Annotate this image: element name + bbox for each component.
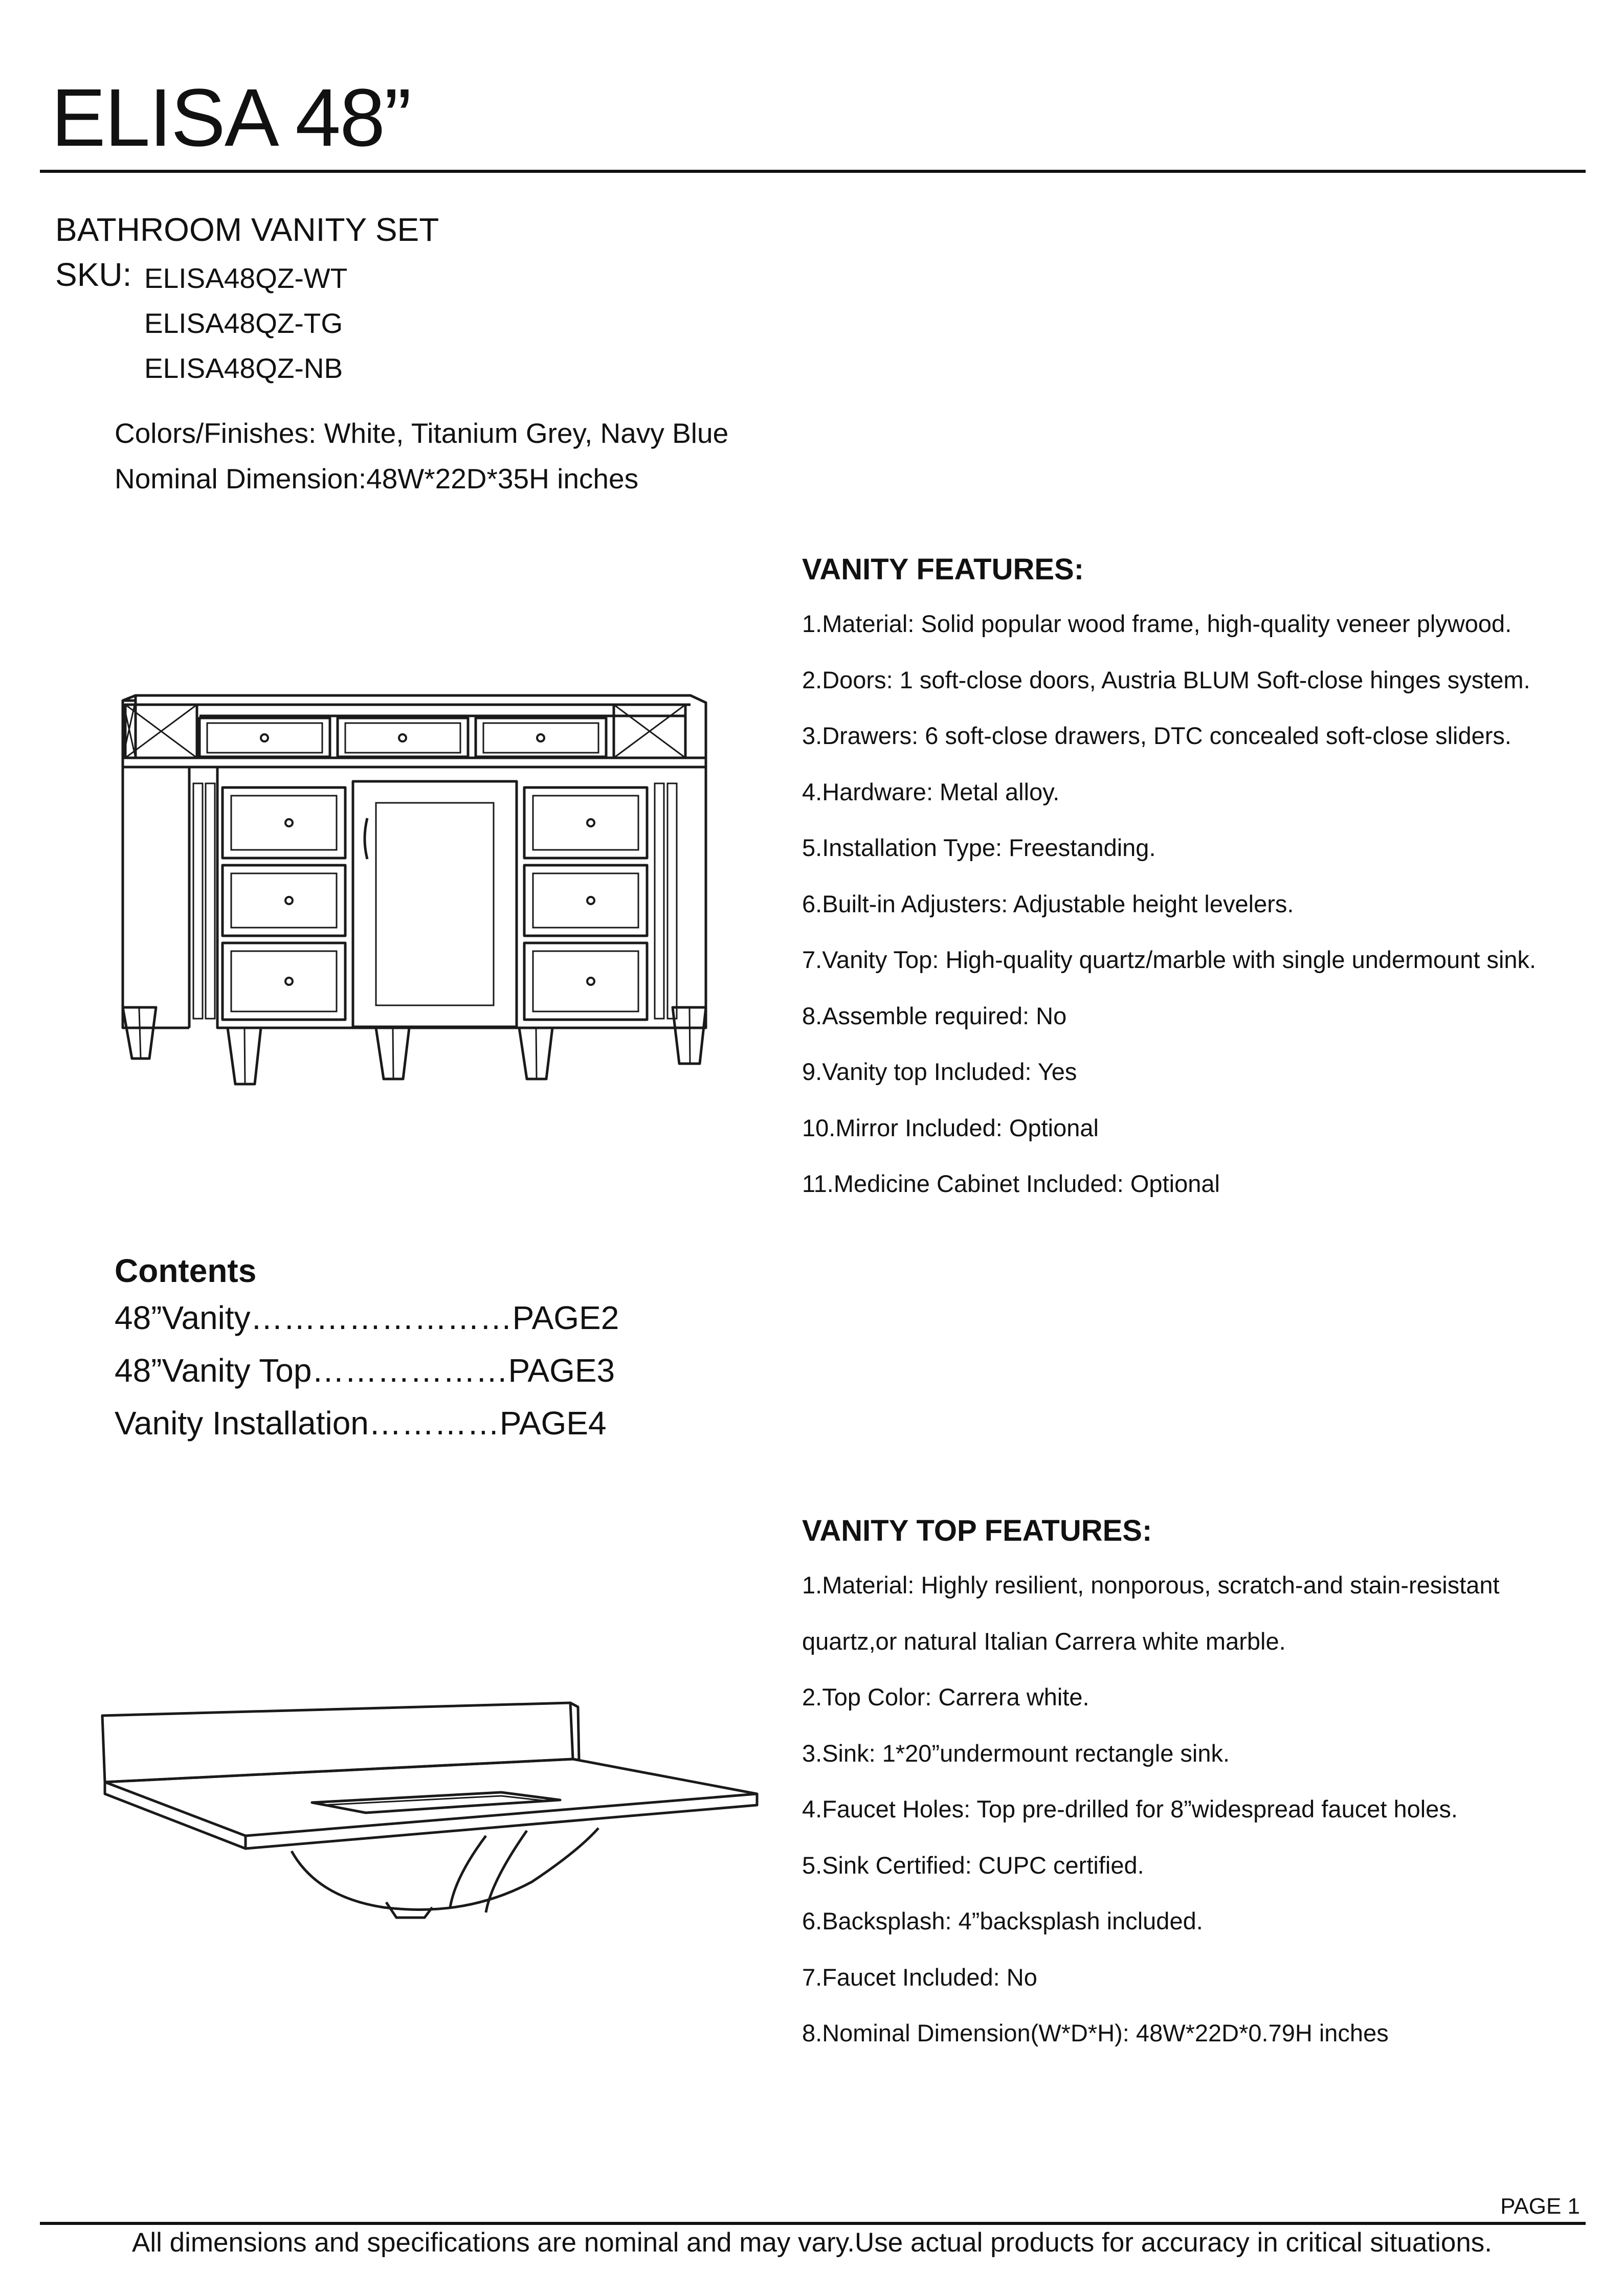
feature-item: 5.Sink Certified: CUPC certified. (802, 1851, 1144, 1879)
header-divider (40, 170, 1586, 173)
contents-item: 48”Vanity Top………………PAGE3 (115, 1352, 615, 1389)
feature-item: 9.Vanity top Included: Yes (802, 1058, 1077, 1085)
vanity-cabinet-drawing (113, 670, 716, 1094)
feature-item: 6.Backsplash: 4”backsplash included. (802, 1907, 1203, 1934)
feature-item: 1.Material: Highly resilient, nonporous, scratch-and stain-resistant (802, 1571, 1500, 1599)
feature-item: 8.Assemble required: No (802, 1002, 1067, 1029)
feature-item: 4.Faucet Holes: Top pre-drilled for 8”widespread faucet holes. (802, 1795, 1458, 1822)
product-subtitle: BATHROOM VANITY SET (55, 211, 439, 248)
feature-item: 2.Doors: 1 soft-close doors, Austria BLUM Soft-close hinges system. (802, 666, 1530, 693)
feature-item: 1.Material: Solid popular wood frame, high-quality veneer plywood. (802, 610, 1512, 637)
colors-finishes: Colors/Finishes: White, Titanium Grey, Navy Blue (115, 417, 729, 449)
feature-item: 7.Vanity Top: High-quality quartz/marble with single undermount sink. (802, 946, 1537, 973)
footer-divider (40, 2222, 1586, 2225)
sku-block (55, 256, 131, 294)
vanity-features-list (802, 609, 1536, 1225)
feature-item: 3.Drawers: 6 soft-close drawers, DTC concealed soft-close sliders. (802, 722, 1511, 749)
vanity-top-drawing (97, 1682, 762, 1938)
feature-item: 3.Sink: 1*20”undermount rectangle sink. (802, 1739, 1230, 1767)
vanity-top-features-title: VANITY TOP FEATURES: (802, 1514, 1152, 1547)
feature-item: 4.Hardware: Metal alloy. (802, 778, 1060, 805)
feature-item: 2.Top Color: Carrera white. (802, 1683, 1089, 1710)
feature-item: 10.Mirror Included: Optional (802, 1114, 1099, 1141)
page-number: PAGE 1 (1500, 2194, 1580, 2219)
sku-label: SKU: (55, 256, 132, 293)
page-title: ELISA 48” (51, 72, 411, 163)
feature-item: 5.Installation Type: Freestanding. (802, 834, 1156, 861)
sku-item: ELISA48QZ-TG (144, 307, 343, 339)
footer-disclaimer: All dimensions and specifications are nominal and may vary.Use actual products for accuracy in critical situations. (131, 2227, 1493, 2258)
vanity-top-features-list (802, 1570, 1500, 2074)
feature-item: 11.Medicine Cabinet Included: Optional (802, 1170, 1220, 1197)
feature-item: quartz,or natural Italian Carrera white marble. (802, 1627, 1286, 1655)
contents-item: 48”Vanity……………………PAGE2 (115, 1299, 619, 1336)
feature-item: 7.Faucet Included: No (802, 1963, 1037, 1991)
nominal-dimension: Nominal Dimension:48W*22D*35H inches (115, 463, 639, 494)
sku-item: ELISA48QZ-WT (144, 262, 348, 294)
contents-list (115, 1299, 619, 1457)
vanity-features-title: VANITY FEATURES: (802, 553, 1084, 586)
contents-item: Vanity Installation…………PAGE4 (115, 1405, 607, 1442)
sku-item: ELISA48QZ-NB (144, 352, 343, 384)
feature-item: 6.Built-in Adjusters: Adjustable height levelers. (802, 890, 1294, 917)
feature-item: 8.Nominal Dimension(W*D*H): 48W*22D*0.79H inches (802, 2019, 1389, 2046)
contents-title: Contents (115, 1252, 257, 1289)
